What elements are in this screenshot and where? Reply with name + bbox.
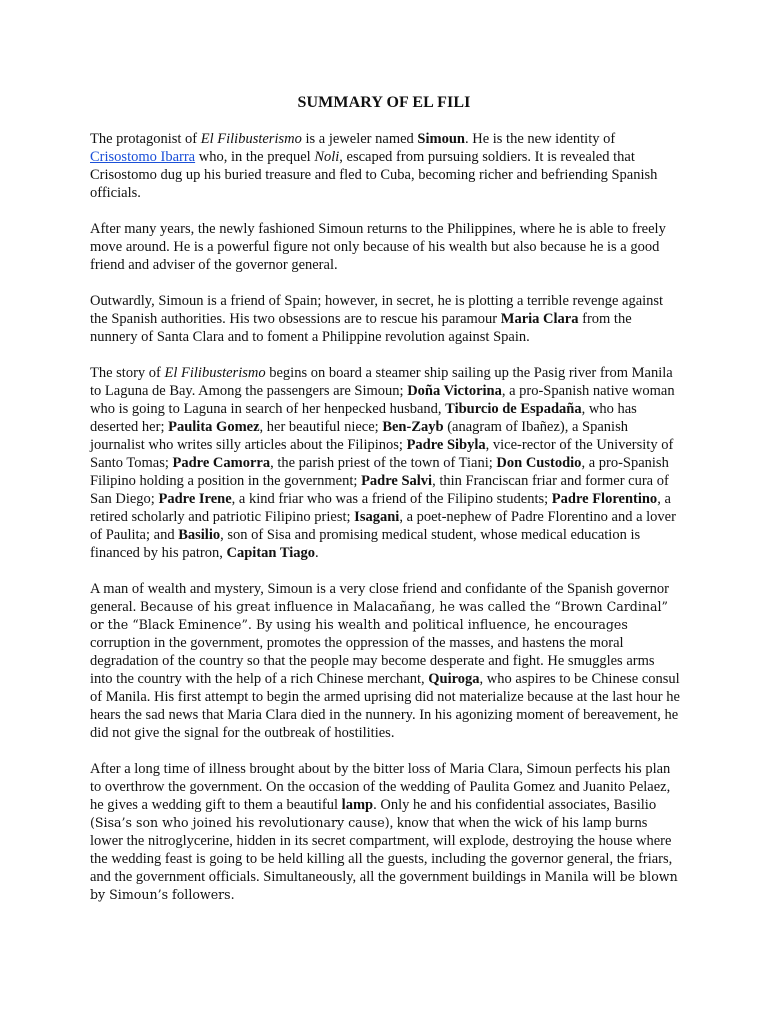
text-run: The protagonist of bbox=[90, 131, 201, 147]
bold-name: Padre Salvi bbox=[361, 473, 433, 489]
text-run: , son of Sisa and promising medical student, whose medical education is financed by his patron, bbox=[90, 527, 641, 561]
text-run: begins on board a steamer ship sailing up the Pasig river from Manila to Laguna de Bay. Among the passengers are Simoun; bbox=[90, 365, 673, 399]
text-run-alt-font: Because of his great influence in Malacañang, he was called the “Brown Cardinal” or the “Black Eminence”. By using his wealth and political influence, he encourages bbox=[90, 599, 668, 632]
crisostomo-ibarra-link[interactable]: Crisostomo Ibarra bbox=[90, 149, 196, 165]
bold-name: Basilio bbox=[178, 527, 221, 543]
paragraph-6 bbox=[90, 760, 680, 904]
text-run: , her beautiful niece; bbox=[259, 419, 383, 435]
bold-name: lamp bbox=[341, 797, 374, 813]
bold-name: Doña Victorina bbox=[407, 383, 502, 399]
text-run: , thin Franciscan friar and former cura of San Diego; bbox=[90, 473, 669, 507]
bold-name: Simoun bbox=[417, 131, 465, 147]
bold-name: Quiroga bbox=[428, 671, 480, 687]
paragraph-5 bbox=[90, 580, 680, 742]
bold-name: Paulita Gomez bbox=[168, 419, 260, 435]
bold-name: Isagani bbox=[354, 509, 400, 525]
italic-title: El Filibusterismo bbox=[200, 131, 302, 147]
text-run: , who aspires to be Chinese consul of Manila. His first attempt to begin the armed uprising did not materialize because at the last hour he hears the sad news that Maria Clara died in the nunnery. In his agonizing moment of bereavement, he did not give the signal for the outbreak of hostilities. bbox=[90, 671, 680, 741]
document-body bbox=[90, 130, 680, 922]
text-run: , a pro-Spanish Filipino holding a position in the government; bbox=[90, 455, 669, 489]
text-run: . Only he and his confidential associates, bbox=[373, 797, 614, 813]
text-run: who, in the prequel bbox=[195, 149, 315, 165]
text-run: Outwardly, Simoun is a friend of Spain; however, in secret, he is plotting a terrible revenge against the Spanish authorities. His two obsessions are to rescue his paramour bbox=[90, 293, 664, 327]
bold-name: Padre Camorra bbox=[172, 455, 271, 471]
bold-name: Tiburcio de Espadaña bbox=[445, 401, 582, 417]
text-run: , know that when the wick of his lamp burns lower the nitroglycerine, hidden in its secret compartment, will explode, destroying the house where the wedding feast is going to be held killing all the guests, including the governor general, the friars, and the government officials. Simultaneously, all the government buildings in bbox=[90, 815, 673, 885]
italic-title: El Filibusterismo bbox=[164, 365, 266, 381]
text-run-alt-font: Manila will be blown by Simoun’s followers. bbox=[90, 869, 678, 902]
paragraph-4 bbox=[90, 364, 680, 562]
text-run: , a pro-Spanish native woman who is going to Laguna in search of her henpecked husband, bbox=[90, 383, 675, 417]
bold-name: Maria Clara bbox=[500, 311, 579, 327]
text-run: corruption in the government, promotes the oppression of the masses, and hastens the moral degradation of the country so that the people may become desperate and fight. He smuggles arms into the country with the help of a rich Chinese merchant, bbox=[90, 635, 655, 687]
bold-name: Padre Irene bbox=[158, 491, 232, 507]
bold-name: Padre Florentino bbox=[551, 491, 658, 507]
bold-name: Capitan Tiago bbox=[226, 545, 316, 561]
text-run: , a poet-nephew of Padre Florentino and a lover of Paulita; and bbox=[90, 509, 676, 543]
text-run: is a jeweler named bbox=[301, 131, 418, 147]
bold-name: Padre Sibyla bbox=[406, 437, 486, 453]
text-run: . bbox=[315, 545, 319, 561]
text-run: , a retired scholarly and patriotic Filipino priest; bbox=[90, 491, 671, 525]
text-run: , vice-rector of the University of Santo Tomas; bbox=[90, 437, 674, 471]
text-run-alt-font: Basilio (Sisa’s son who joined his revolutionary cause) bbox=[90, 797, 657, 830]
text-run: , escaped from pursuing soldiers. It is revealed that Crisostomo dug up his buried treasure and fled to Cuba, becoming richer and befriending Spanish officials. bbox=[90, 149, 658, 201]
text-run: (anagram of Ibañez), a Spanish journalist who writes silly articles about the Filipinos; bbox=[90, 419, 628, 453]
bold-name: Don Custodio bbox=[496, 455, 582, 471]
text-run: from the nunnery of Santa Clara and to foment a Philippine revolution against Spain. bbox=[90, 311, 632, 345]
text-run: , the parish priest of the town of Tiani; bbox=[270, 455, 497, 471]
text-run: The story of bbox=[90, 365, 165, 381]
paragraph-2: After many years, the newly fashioned Simoun returns to the Philippines, where he is able to freely move around. He is a powerful figure not only because of his wealth but also because he is a good friend and adviser of the governor general. bbox=[90, 221, 666, 273]
paragraph-1 bbox=[90, 130, 680, 202]
paragraph-3 bbox=[90, 292, 680, 346]
text-run: After a long time of illness brought about by the bitter loss of Maria Clara, Simoun perfects his plan to overthrow the government. On the occasion of the wedding of Paulita Gomez and Juanito Pelaez, he gives a wedding gift to them a beautiful bbox=[90, 761, 671, 813]
italic-title: Noli bbox=[314, 149, 340, 165]
text-run: A man of wealth and mystery, Simoun is a very close friend and confidante of the Spanish governor general. bbox=[90, 581, 669, 615]
text-run: , who has deserted her; bbox=[90, 401, 637, 435]
bold-name: Ben-Zayb bbox=[382, 419, 444, 435]
text-run: . He is the new identity of bbox=[464, 131, 616, 147]
text-run: , a kind friar who was a friend of the Filipino students; bbox=[231, 491, 552, 507]
page-title: SUMMARY OF EL FILI bbox=[297, 94, 471, 111]
